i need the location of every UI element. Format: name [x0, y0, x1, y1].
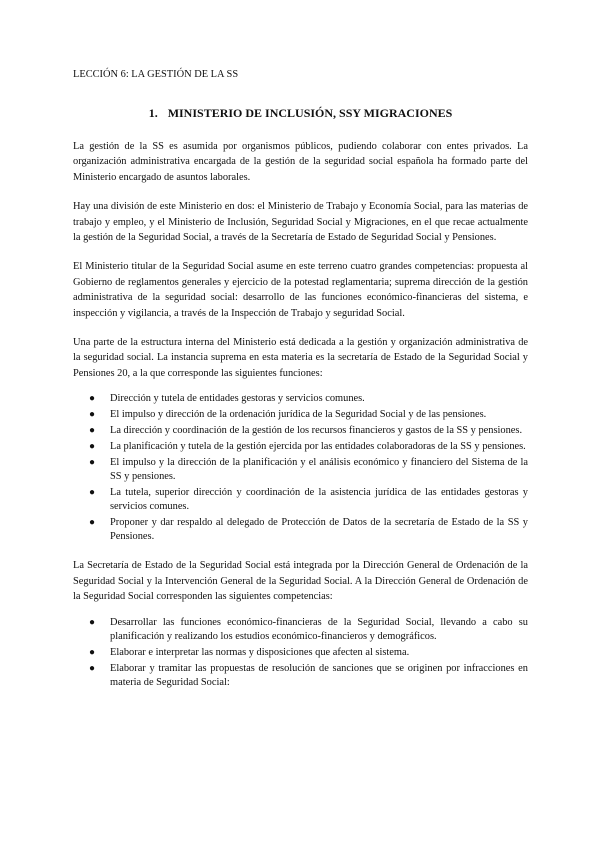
list-item: ● Desarrollar las funciones económico-financieras de la Seguridad Social, llevando a cabo su planificación y realizando los estudios económico-financieros y demográficos.	[89, 616, 528, 642]
bullet-icon: ●	[89, 662, 96, 674]
bullet-icon: ●	[89, 517, 96, 529]
lesson-title: LECCIÓN 6: LA GESTIÓN DE LA SS	[73, 69, 239, 80]
section-heading	[73, 105, 528, 121]
bullet-icon: ●	[89, 487, 96, 499]
paragraph-1: La gestión de la SS es asumida por organismos públicos, pudiendo colaborar con entes privados. La organización administrativa encargada de la gestión de la seguridad social española ha formado parte del Ministerio encargado de asuntos laborales.	[73, 141, 528, 183]
bullet-icon: ●	[89, 393, 96, 405]
list-item: ● El impulso y dirección de la ordenación jurídica de la Seguridad Social y de las pensiones.	[89, 409, 487, 421]
functions-list	[73, 392, 528, 544]
list-item: ● La dirección y coordinación de la gestión de los recursos financieros y gastos de la SS y pensiones.	[89, 425, 523, 437]
list-item: ● Elaborar y tramitar las propuestas de resolución de sanciones que se originen por infracciones en materia de Seguridad Social:	[89, 662, 528, 688]
bullet-icon: ●	[89, 441, 96, 453]
list-item: ● El impulso y la dirección de la planificación y el análisis económico y financiero del Sistema de la SS y pensiones.	[89, 457, 528, 483]
paragraph-3: El Ministerio titular de la Seguridad Social asume en este terreno cuatro grandes competencias: propuesta al Gobierno de reglamentos generales y ejercicio de la potestad reglamentaria; suprema dirección de la gestión administrativa de la seguridad social: desarrollo de las funciones económico-financieras del sistema, e inspección y vigilancia, a través de la Inspección de Trabajo y seguridad Social.	[73, 261, 528, 319]
bullet-icon: ●	[89, 646, 96, 658]
list-item: ● La tutela, superior dirección y coordinación de la asistencia jurídica de las entidades gestoras y servicios comunes.	[89, 487, 528, 513]
section-title: MINISTERIO DE INCLUSIÓN, SSY MIGRACIONES	[167, 106, 453, 120]
list-item: ● La planificación y tutela de la gestión ejercida por las entidades colaboradoras de la SS y pensiones.	[89, 441, 526, 453]
bullet-icon: ●	[89, 616, 96, 628]
section-number: 1.	[148, 106, 158, 120]
bullet-icon: ●	[89, 457, 96, 469]
paragraph-2: Hay una división de este Ministerio en dos: el Ministerio de Trabajo y Economía Social, para las materias de trabajo y empleo, y el Ministerio de Inclusión, Seguridad Social y Migraciones, en el que recae actualmente la gestión de la Seguridad Social, a través de la Secretaría de Estado de Seguridad Social y Pensiones.	[73, 201, 528, 244]
bullet-icon: ●	[89, 425, 96, 437]
list-item: ● Elaborar e interpretar las normas y disposiciones que afecten al sistema.	[89, 646, 410, 658]
paragraph-4: Una parte de la estructura interna del Ministerio está dedicada a la gestión y organización administrativa de la seguridad social. La instancia suprema en esta materia es la secretaría de Estado de la Seguridad Social y Pensiones 20, a la que corresponde las siguientes funciones:	[73, 337, 528, 379]
bullet-icon: ●	[89, 409, 96, 421]
list-item: ● Proponer y dar respaldo al delegado de Protección de Datos de la secretaría de Estado de la SS y Pensiones.	[89, 517, 528, 543]
list-item: ● Dirección y tutela de entidades gestoras y servicios comunes.	[89, 393, 365, 405]
competencies-list	[73, 616, 528, 690]
paragraph-5: La Secretaría de Estado de la Seguridad Social está integrada por la Dirección General de Ordenación de la Seguridad Social y la Intervención General de la Seguridad Social. A la Dirección General de Ordenación de la Seguridad Social corresponden las siguientes competencias:	[73, 560, 528, 603]
